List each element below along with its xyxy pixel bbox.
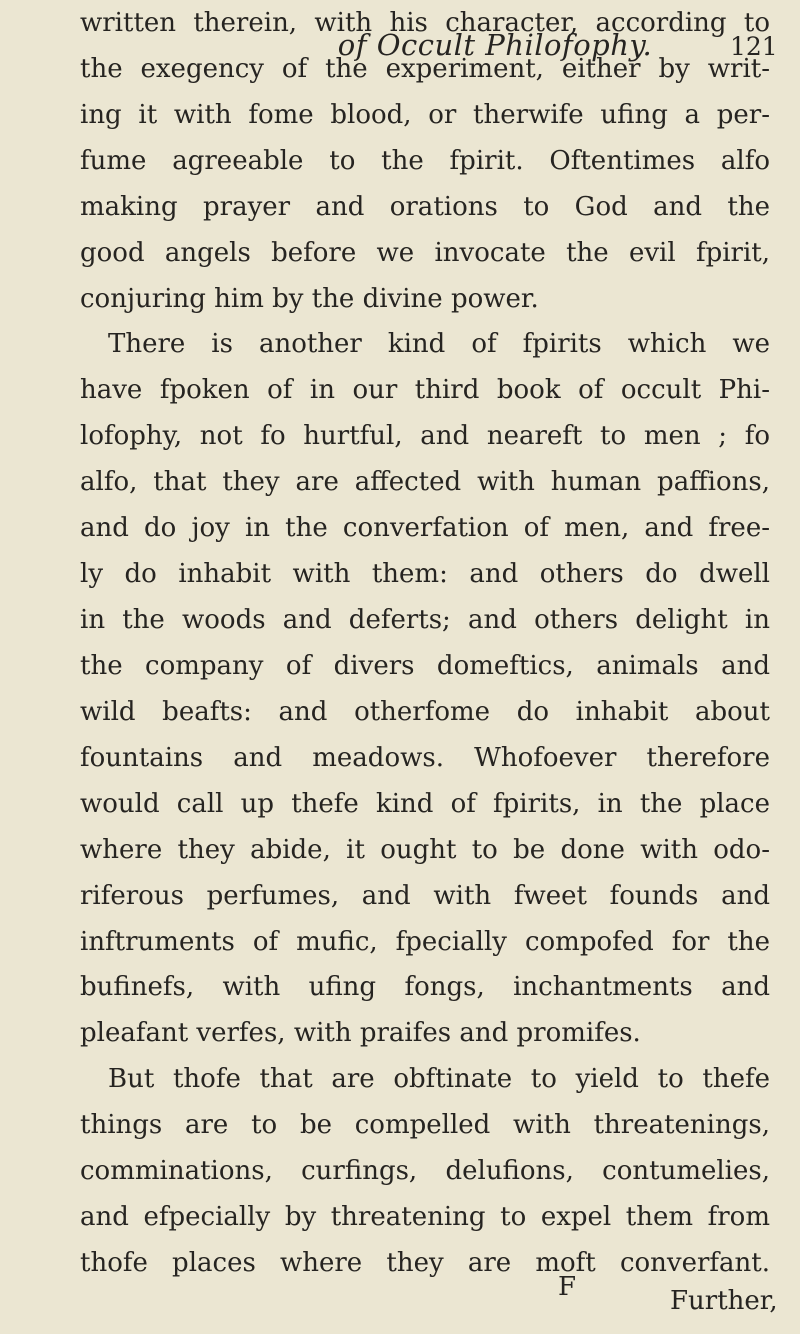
- text-line: making prayer and orations to God and the: [80, 192, 770, 222]
- text-line: conjuring him by the divine power.: [80, 284, 539, 314]
- text-line: bufinefs, with ufing fongs, inchantments and: [80, 972, 770, 1002]
- text-line: comminations, curfings, delufions, contumelies,: [80, 1156, 770, 1186]
- text-line: have fpoken of in our third book of occult Phi-: [80, 375, 770, 405]
- text-line: things are to be compelled with threatenings,: [80, 1110, 770, 1140]
- text-line: riferous perfumes, and with fweet founds and: [80, 881, 770, 911]
- text-line: There is another kind of fpirits which we: [108, 329, 770, 359]
- text-line: and efpecially by threatening to expel them from: [80, 1202, 770, 1232]
- text-line: would call up thefe kind of fpirits, in the place: [80, 789, 770, 819]
- text-line: in the woods and deferts; and others delight in: [80, 605, 770, 635]
- text-line: inftruments of mufic, fpecially compofed for the: [80, 927, 770, 957]
- text-line: wild beafts: and otherfome do inhabit about: [80, 697, 770, 727]
- text-line: where they abide, it ought to be done with odo-: [80, 835, 770, 865]
- text-line: fume agreeable to the fpirit. Oftentimes alfo: [80, 146, 770, 176]
- text-line: thofe places where they are moft converfant.: [80, 1248, 770, 1278]
- text-line: alfo, that they are affected with human paffions,: [80, 467, 770, 497]
- text-line: lofophy, not fo hurtful, and neareft to men ; fo: [80, 421, 770, 451]
- running-title: of Occult Philofophy.: [337, 28, 653, 62]
- text-line: pleafant verfes, with praifes and promifes.: [80, 1018, 641, 1048]
- catchword: Further,: [670, 1286, 778, 1316]
- text-line: ly do inhabit with them: and others do dwell: [80, 559, 770, 589]
- text-line: fountains and meadows. Whofoever therefore: [80, 743, 770, 773]
- text-line: the exegency of the experiment, either by writ-: [80, 54, 770, 84]
- text-line: the company of divers domeftics, animals and: [80, 651, 770, 681]
- text-line: But thofe that are obftinate to yield to thefe: [108, 1064, 770, 1094]
- text-line: ing it with fome blood, or therwife ufing a per-: [80, 100, 770, 130]
- text-line: and do joy in the converfation of men, and free-: [80, 513, 770, 543]
- text-line: written therein, with his character, according to: [80, 8, 770, 38]
- page-number: 121: [730, 32, 778, 61]
- signature-mark: F: [558, 1272, 577, 1302]
- text-line: good angels before we invocate the evil fpirit,: [80, 238, 770, 268]
